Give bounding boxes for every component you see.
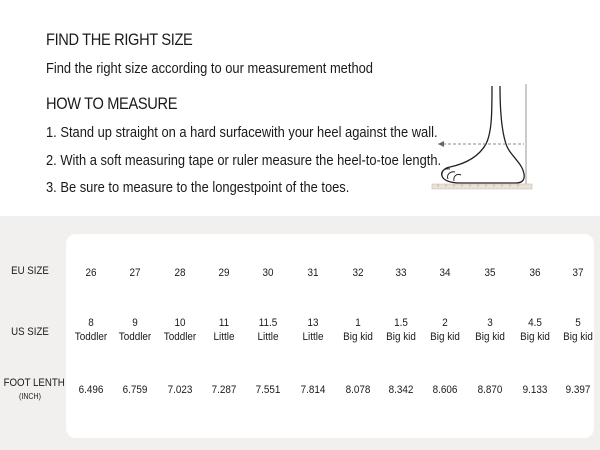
step-3: 3. Be sure to measure to the longestpoint of the toes. — [46, 179, 350, 196]
us-size-number: 5 — [575, 317, 581, 329]
eu-size-cell: 32 — [352, 267, 364, 279]
foot-length-cell: 7.287 — [211, 384, 237, 396]
us-size-category: Toddler — [118, 331, 152, 343]
eu-size-cell: 35 — [484, 267, 496, 279]
foot-length-cell: 9.397 — [565, 384, 591, 396]
foot-length-cell: 7.023 — [167, 384, 193, 396]
foot-length-cell: 6.759 — [122, 384, 148, 396]
us-size-cell — [469, 316, 510, 344]
us-size-number: 3 — [487, 317, 493, 329]
foot-length-cell: 9.133 — [522, 384, 548, 396]
us-size-category: Little — [302, 331, 324, 343]
us-size-cell — [292, 316, 333, 344]
us-size-label: US SIZE — [11, 326, 49, 338]
how-to-measure-heading: HOW TO MEASURE — [46, 94, 178, 113]
us-size-category: Toddler — [163, 331, 197, 343]
foot-length-unit: (INCH) — [19, 392, 41, 401]
page-title: FIND THE RIGHT SIZE — [46, 30, 193, 49]
us-size-cell — [514, 316, 555, 344]
eu-size-cell: 28 — [174, 267, 186, 279]
foot-length-label-text: FOOT LENTH — [3, 377, 65, 389]
foot-length-cell: 8.870 — [477, 384, 503, 396]
us-size-category: Big kid — [386, 331, 416, 343]
eu-size-cell: 37 — [572, 267, 584, 279]
eu-size-cell: 33 — [395, 267, 407, 279]
us-size-cell — [70, 316, 111, 344]
us-size-number: 2 — [442, 317, 448, 329]
us-size-category: Little — [257, 331, 279, 343]
eu-size-cell: 27 — [129, 267, 141, 279]
us-size-cell — [114, 316, 155, 344]
us-size-category: Big kid — [563, 331, 593, 343]
step-2: 2. With a soft measuring tape or ruler measure the heel-to-toe length. — [46, 152, 442, 169]
us-size-number: 11 — [218, 317, 230, 329]
us-size-category: Big kid — [343, 331, 373, 343]
eu-size-cell: 34 — [439, 267, 451, 279]
us-size-cell — [557, 316, 598, 344]
foot-length-cell: 7.551 — [255, 384, 281, 396]
foot-length-cell: 8.078 — [345, 384, 371, 396]
us-size-number: 4.5 — [528, 317, 542, 329]
us-size-category: Toddler — [74, 331, 108, 343]
foot-length-cell: 8.342 — [388, 384, 414, 396]
us-size-cell — [247, 316, 288, 344]
us-size-category: Little — [213, 331, 235, 343]
us-size-number: 1.5 — [394, 317, 408, 329]
foot-length-cell: 6.496 — [78, 384, 104, 396]
us-size-category: Big kid — [520, 331, 550, 343]
step-1: 1. Stand up straight on a hard surfacewith your heel against the wall. — [46, 124, 438, 141]
foot-length-label — [3, 377, 65, 401]
us-size-cell — [380, 316, 421, 344]
us-size-cell — [337, 316, 378, 344]
us-size-category: Big kid — [430, 331, 460, 343]
foot-measure-icon — [430, 82, 540, 200]
us-size-number: 10 — [174, 317, 186, 329]
us-size-cell — [424, 316, 465, 344]
eu-size-label: EU SIZE — [11, 265, 49, 277]
us-size-number: 13 — [307, 317, 319, 329]
eu-size-cell: 26 — [85, 267, 97, 279]
us-size-cell — [203, 316, 244, 344]
us-size-number: 11.5 — [258, 317, 278, 329]
eu-size-cell: 36 — [529, 267, 541, 279]
eu-size-cell: 29 — [218, 267, 230, 279]
foot-length-cell: 8.606 — [432, 384, 458, 396]
eu-size-cell: 31 — [307, 267, 319, 279]
us-size-cell — [159, 316, 200, 344]
us-size-category: Big kid — [475, 331, 505, 343]
foot-length-cell: 7.814 — [300, 384, 326, 396]
eu-size-cell: 30 — [262, 267, 274, 279]
subtitle: Find the right size according to our measurement method — [46, 60, 373, 77]
us-size-number: 8 — [88, 317, 94, 329]
us-size-number: 1 — [355, 317, 361, 329]
us-size-number: 9 — [132, 317, 138, 329]
